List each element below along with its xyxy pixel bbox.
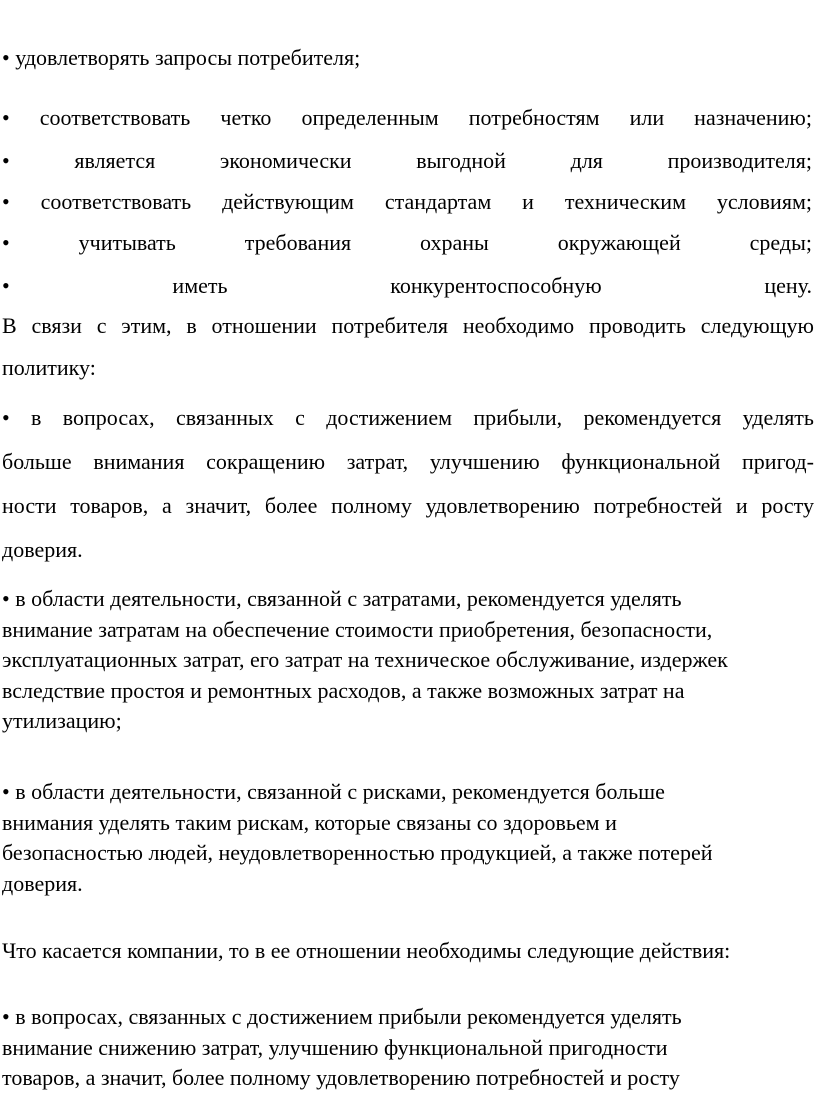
- word: товаров,: [70, 493, 149, 518]
- word: •: [2, 189, 10, 214]
- word: значит,: [185, 493, 252, 518]
- company-paragraph: [2, 1002, 814, 1094]
- word: прибыли,: [473, 405, 563, 430]
- text-line: доверия.: [2, 870, 83, 896]
- word: •: [2, 105, 10, 130]
- word: •: [2, 230, 10, 255]
- word: выгодной: [416, 148, 506, 173]
- word: необходимо: [462, 313, 575, 338]
- word: условиям;: [716, 189, 812, 214]
- text-line: [2, 440, 814, 484]
- profit-paragraph: [2, 396, 814, 572]
- word: требования: [244, 230, 352, 255]
- word: окружающей: [557, 230, 681, 255]
- word: •: [2, 273, 10, 298]
- text-line: [2, 310, 814, 342]
- text-line: утилизацию;: [2, 708, 122, 733]
- word: назначению;: [694, 105, 812, 130]
- word: вопросах,: [62, 405, 155, 430]
- word: в: [186, 313, 197, 338]
- bullet-item: [2, 273, 812, 299]
- word: экономически: [219, 148, 352, 173]
- word: четко: [220, 105, 272, 130]
- word: охраны: [420, 230, 489, 255]
- bullet-item: • удовлетворять запросы потребителя;: [2, 45, 361, 70]
- word: удовлетворению: [425, 493, 580, 518]
- word: росту: [761, 493, 814, 518]
- policy-intro-paragraph: [2, 310, 814, 384]
- risks-paragraph: [2, 777, 814, 899]
- word: цену.: [764, 273, 812, 298]
- text-line: доверия.: [2, 537, 83, 562]
- text-line: [2, 396, 814, 440]
- word: связи: [31, 313, 82, 338]
- word: с: [96, 313, 107, 338]
- word: или: [629, 105, 665, 130]
- text-line: • в области деятельности, связанной с рисками, рекомендуется больше: [2, 779, 665, 804]
- word: техническим: [564, 189, 687, 214]
- word: больше: [2, 449, 72, 474]
- word: ности: [2, 493, 57, 518]
- text-line: • в вопросах, связанных с достижением прибыли рекомендуется уделять: [2, 1004, 682, 1029]
- word: •: [2, 405, 10, 430]
- word: конкурентоспособную: [390, 273, 602, 298]
- text-line: эксплуатационных затрат, его затрат на техническое обслуживание, издержек: [2, 647, 728, 672]
- word: потребностям: [468, 105, 600, 130]
- bullet-item: [2, 148, 812, 174]
- word: а: [162, 493, 172, 518]
- bullet-item: [2, 230, 812, 256]
- word: среды;: [749, 230, 812, 255]
- word: пригод-: [742, 449, 814, 474]
- text-line: внимание затратам на обеспечение стоимости приобретения, безопасности,: [2, 616, 713, 642]
- company-intro: Что касается компании, то в ее отношении необходимы следующие действия:: [2, 938, 731, 963]
- text-line: вследствие простоя и ремонтных расходов, а также возможных затрат на: [2, 677, 685, 703]
- word: потребностей: [593, 493, 723, 518]
- word: в: [31, 405, 42, 430]
- word: является: [74, 148, 156, 173]
- word: следующую: [700, 313, 814, 338]
- word: функциональной: [561, 449, 721, 474]
- bullet-item: [2, 189, 812, 215]
- word: более: [264, 493, 318, 518]
- word: проводить: [588, 313, 686, 338]
- text-line: товаров, а значит, более полному удовлетворению потребностей и росту: [2, 1065, 680, 1090]
- word: этим,: [121, 313, 172, 338]
- word: В: [2, 313, 17, 338]
- text-line: • в области деятельности, связанной с затратами, рекомендуется уделять: [2, 586, 682, 611]
- word: определенным: [301, 105, 439, 130]
- bullet-item: [2, 105, 812, 131]
- costs-paragraph: [2, 584, 814, 737]
- word: сокращению: [206, 449, 326, 474]
- word: иметь: [172, 273, 228, 298]
- text-line: [2, 484, 814, 528]
- word: достижением: [326, 405, 453, 430]
- word: и: [522, 189, 534, 214]
- word: затрат,: [346, 449, 409, 474]
- word: производителя;: [667, 148, 812, 173]
- text-line: безопасностью людей, неудовлетворенностью продукцией, а также потерей: [2, 840, 713, 865]
- word: соответствовать: [39, 105, 191, 130]
- word: связанных: [175, 405, 274, 430]
- word: стандартам: [384, 189, 492, 214]
- word: соответствовать: [40, 189, 192, 214]
- word: полному: [331, 493, 412, 518]
- word: действующим: [222, 189, 354, 214]
- word: и: [735, 493, 748, 518]
- word: для: [570, 148, 603, 173]
- word: отношении: [211, 313, 317, 338]
- word: улучшению: [429, 449, 540, 474]
- word: учитывать: [78, 230, 176, 255]
- word: внимания: [93, 449, 185, 474]
- word: •: [2, 148, 10, 173]
- word: уделять: [742, 405, 814, 430]
- text-line: внимания уделять таким рискам, которые связаны со здоровьем и: [2, 809, 617, 835]
- text-line: политику:: [2, 355, 96, 380]
- word: потребителя: [331, 313, 449, 338]
- word: с: [295, 405, 305, 430]
- word: рекомендуется: [583, 405, 722, 430]
- text-line: внимание снижению затрат, улучшению функциональной пригодности: [2, 1034, 668, 1060]
